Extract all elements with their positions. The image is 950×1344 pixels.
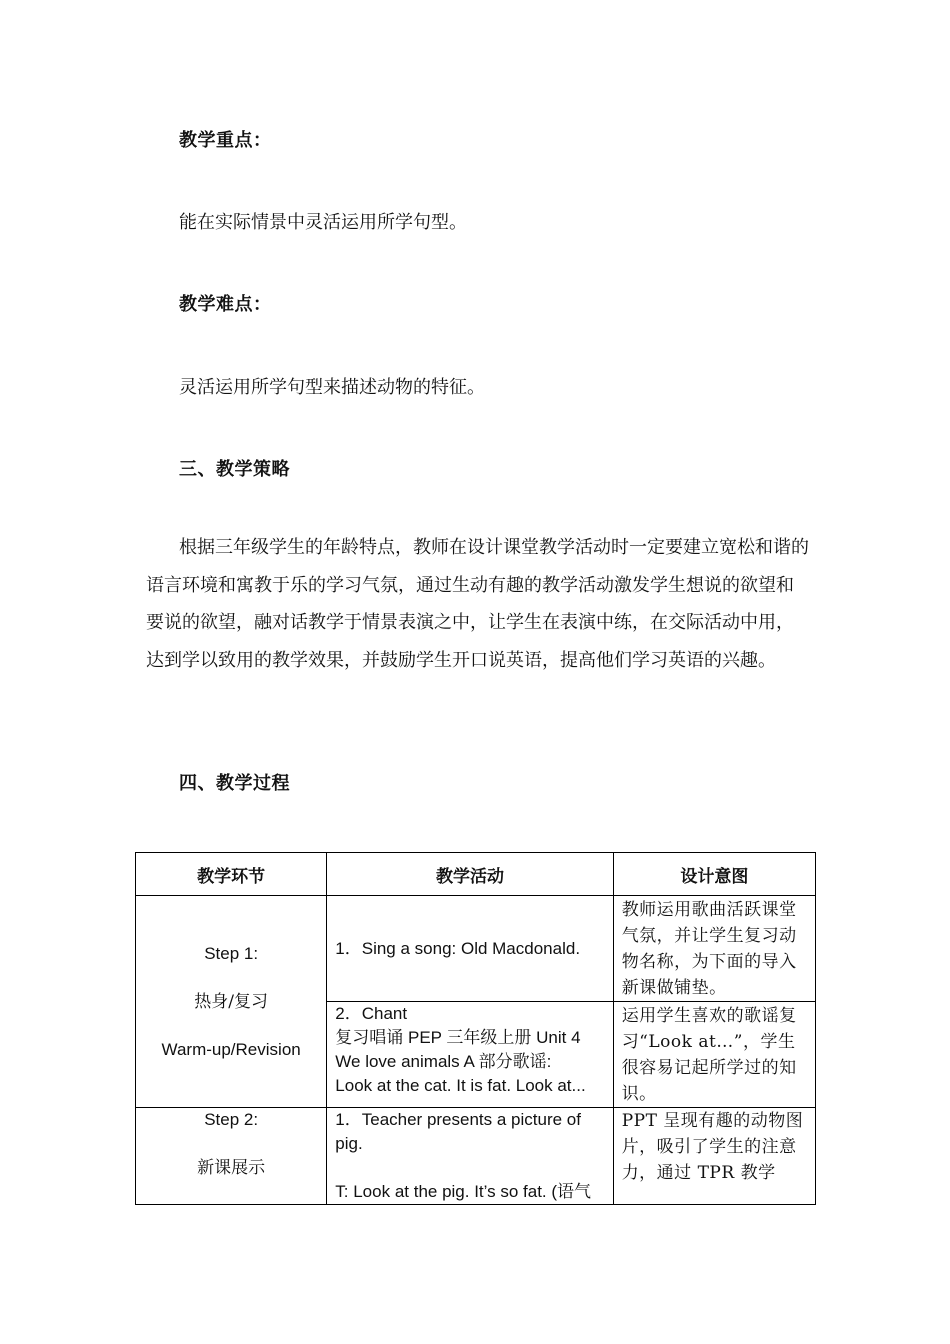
table-row	[136, 896, 816, 1002]
header-intent: 设计意图	[613, 853, 815, 896]
table-row	[136, 1108, 816, 1205]
strategy-heading: 三、教学策略	[179, 459, 290, 480]
key-points-text: 能在实际情景中灵活运用所学句型。	[179, 212, 467, 233]
strategy-text: 根据三年级学生的年龄特点，教师在设计课堂教学活动时一定要建立宽松和谐的语言环境和寓教于乐的学习气氛，通过生动有趣的教学活动激发学生想说的欲望和要说的欲望，融对话教学于情景表演之中，让学生在表演中练，在交际活动中用，达到学以致用的教学效果，并鼓励学生开口说英语，提高他们学习英语的兴趣。	[146, 537, 809, 671]
step1-activity2-line2: 复习唱诵 PEP 三年级上册 Unit 4	[335, 1028, 581, 1047]
step2-activity1-quote: T: Look at the pig. It’s so fat. (语气	[335, 1182, 592, 1201]
step1-activity1: 1．Sing a song: Old Macdonald.	[335, 938, 581, 958]
key-points-heading: 教学重点：	[179, 130, 272, 151]
step2-name-cn: 新课展示	[197, 1158, 266, 1178]
step1-name-en: Warm-up/Revision	[161, 1039, 301, 1059]
header-activity: 教学活动	[327, 853, 613, 896]
step2-activity1	[327, 1108, 612, 1203]
step1-title: Step 1:	[204, 943, 259, 963]
step2-activity1-cell	[327, 1108, 613, 1205]
step2-activity1-text: 1．Teacher presents a picture of pig.	[335, 1110, 581, 1153]
step1-activity2-cell	[327, 1002, 613, 1108]
step1-intent1: 教师运用歌曲活跃课堂气氛，并让学生复习动物名称，为下面的导入新课做铺垫。	[621, 900, 797, 998]
step1-activity1-cell	[327, 896, 613, 1002]
step1-name-cn: 热身/复习	[194, 991, 268, 1012]
step1-intent2: 运用学生喜欢的歌谣复习“Look at…”，学生很容易记起所学过的知识。	[621, 1006, 797, 1104]
strategy-paragraph	[146, 529, 810, 679]
step2-stage-cell	[136, 1108, 327, 1205]
step1-stage-cell	[136, 896, 327, 1108]
step1-intent2-cell	[613, 1002, 815, 1108]
step1-activity2	[327, 1002, 612, 1101]
header-stage: 教学环节	[136, 853, 327, 896]
step2-title: Step 2:	[204, 1110, 259, 1129]
difficulties-text: 灵活运用所学句型来描述动物的特征。	[179, 377, 485, 398]
process-heading: 四、教学过程	[179, 773, 290, 794]
step1-activity2-line4: Look at the cat. It is fat. Look at...	[335, 1076, 586, 1095]
step2-intent1-cell	[613, 1108, 815, 1205]
step1-activity2-line1: 2．Chant	[335, 1004, 408, 1023]
step2-intent1: PPT 呈现有趣的动物图片，吸引了学生的注意力，通过 TPR 教学	[621, 1111, 804, 1183]
step1-activity2-line3: We love animals A 部分歌谣:	[335, 1052, 552, 1071]
table-header-row	[136, 853, 816, 896]
difficulties-heading: 教学难点：	[179, 294, 272, 315]
teaching-process-table	[135, 852, 816, 1205]
step1-intent1-cell	[613, 896, 815, 1002]
